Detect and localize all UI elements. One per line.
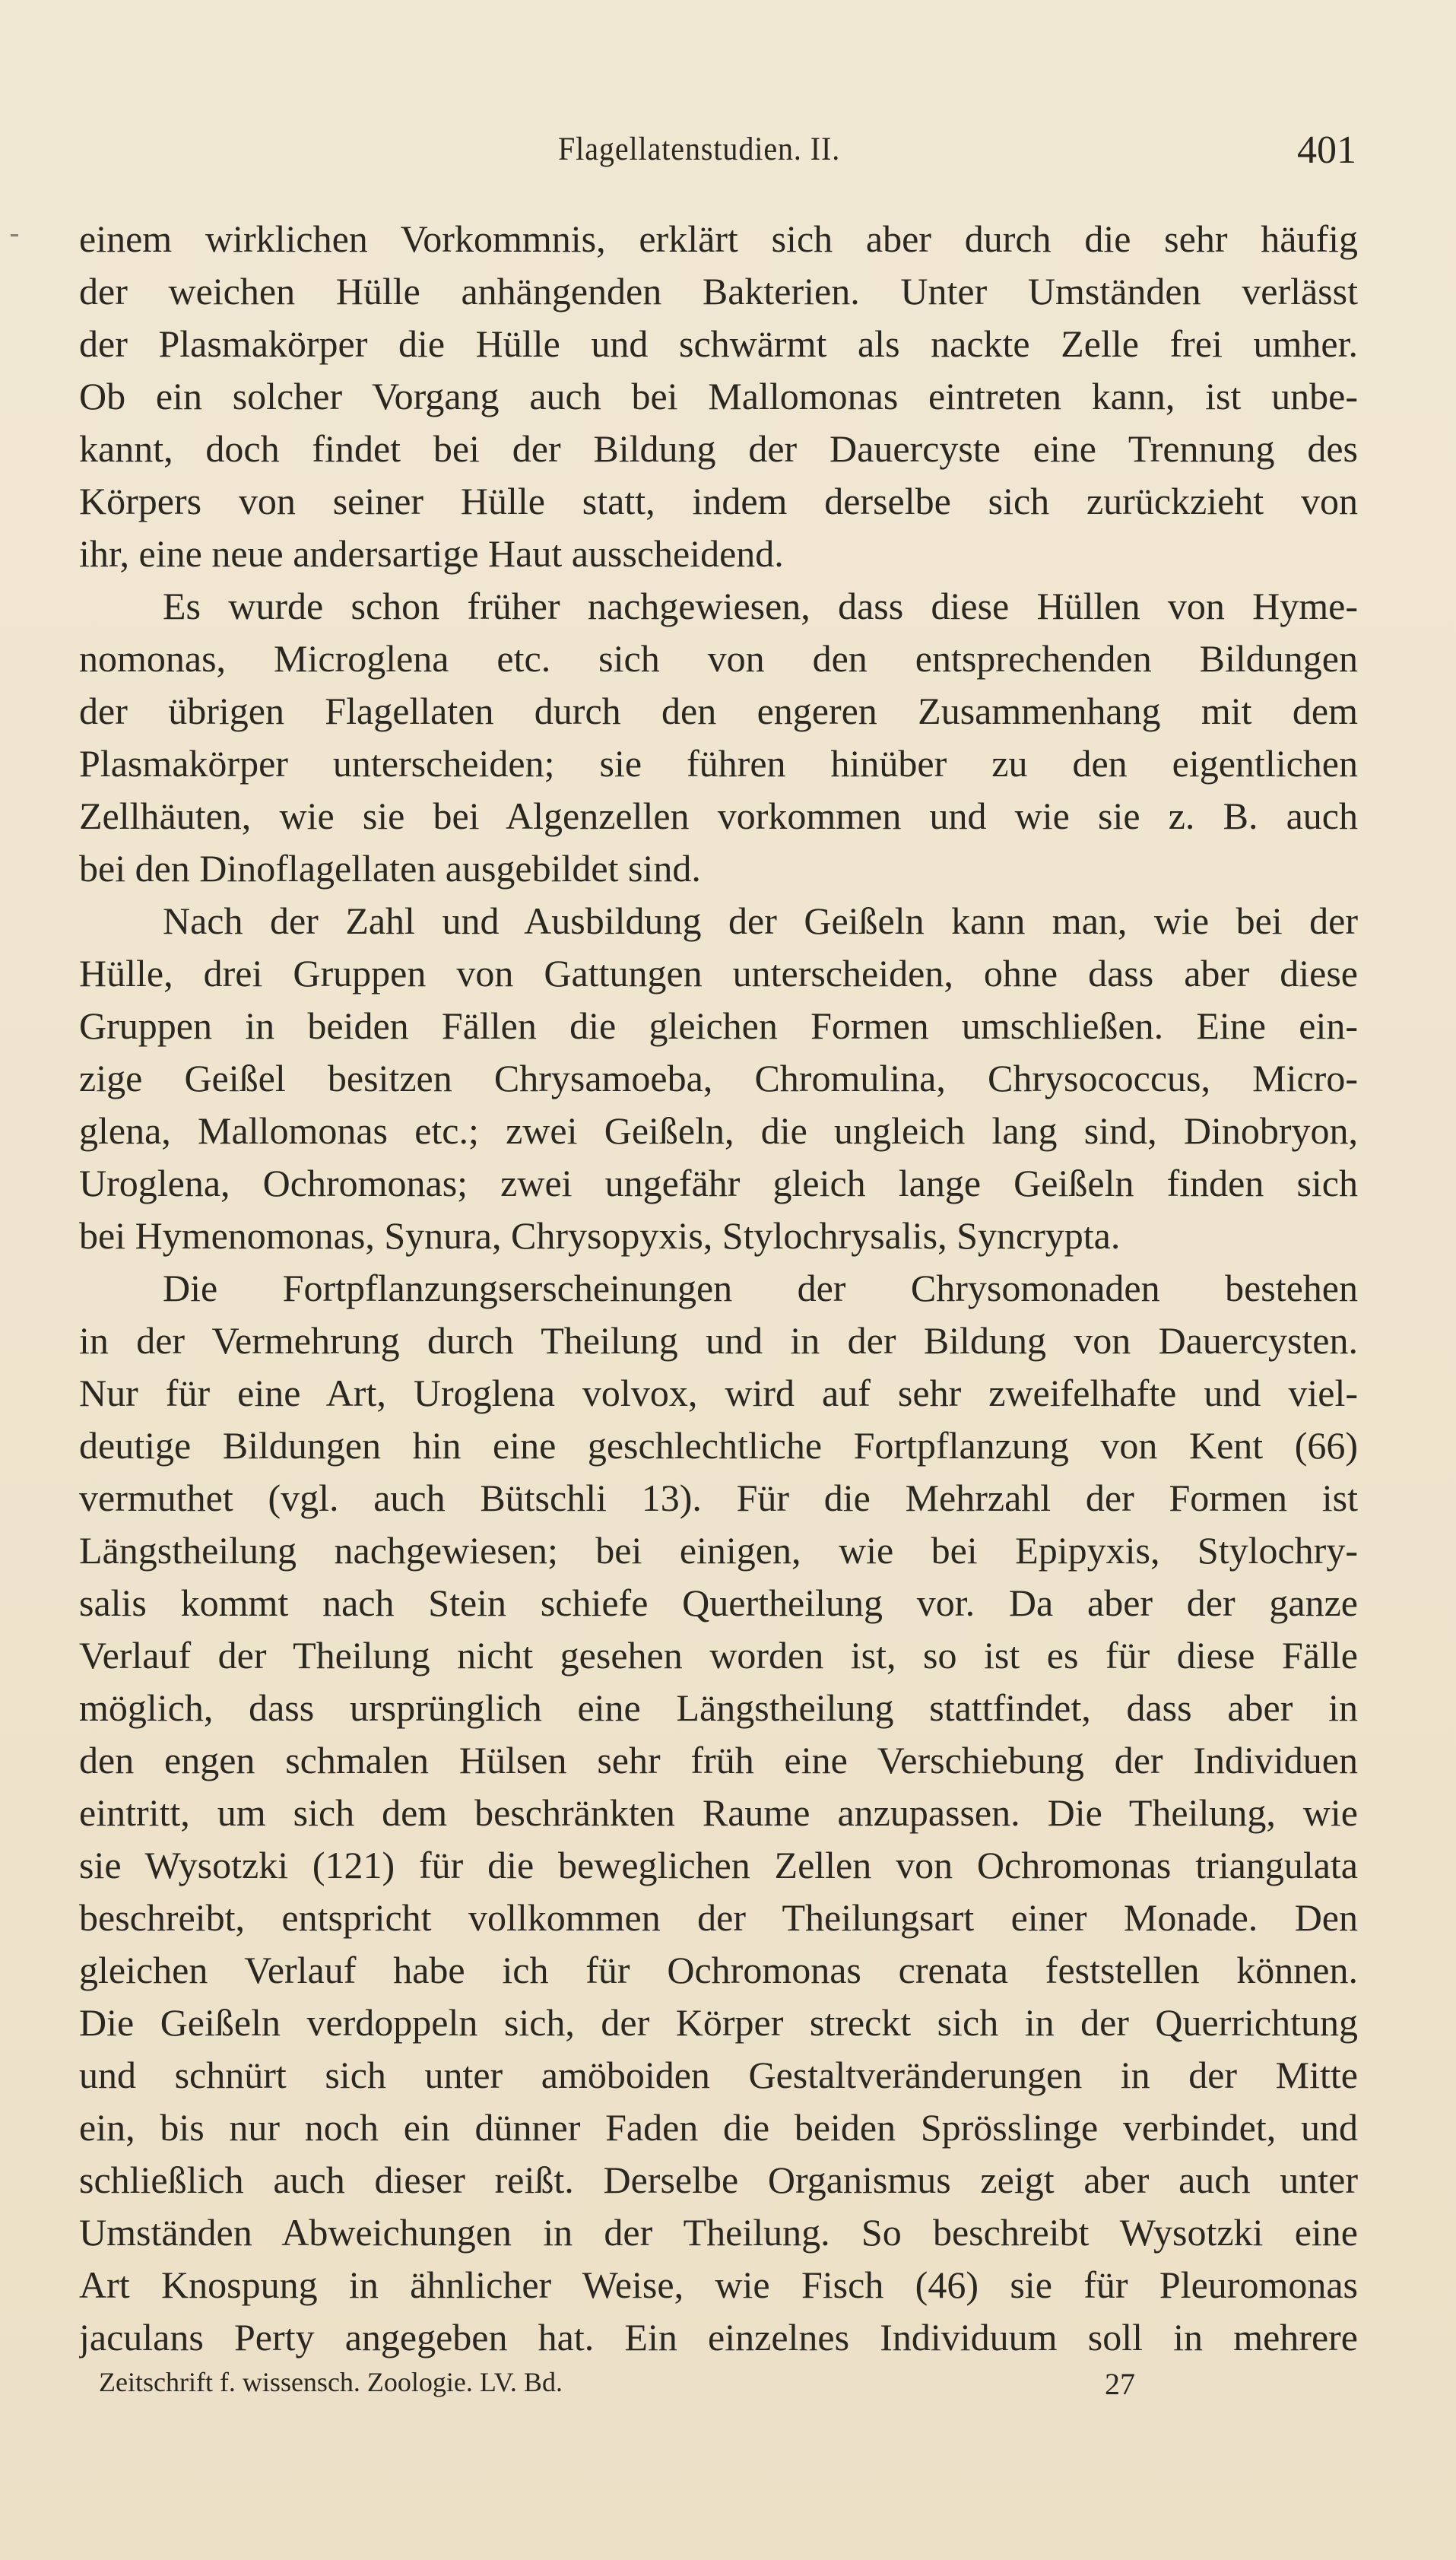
text-line: deutige Bildungen hin eine geschlechtliche Fortpflanzung von Kent (66) [79, 1424, 1358, 1467]
text-line: und schnürt sich unter amöboiden Gestaltveränderungen in der Mitte [79, 2054, 1358, 2096]
text-line: einem wirklichen Vorkommnis, erklärt sich aber durch die sehr häufig [79, 217, 1358, 260]
text-line: ein, bis nur noch ein dünner Faden die beiden Sprösslinge verbindet, und [79, 2106, 1358, 2149]
text-line: eintritt, um sich dem beschränkten Raume anzupassen. Die Theilung, wie [79, 1791, 1358, 1834]
text-line: Nur für eine Art, Uroglena volvox, wird auf sehr zweifelhafte und viel- [79, 1372, 1358, 1414]
text-line: jaculans Perty angegeben hat. Ein einzelnes Individuum soll in mehrere [79, 2316, 1358, 2359]
page-number: 401 [1297, 128, 1356, 172]
paragraph-start-line: Nach der Zahl und Ausbildung der Geißeln kann man, wie bei der [163, 899, 1358, 942]
text-line: bei Hymenomonas, Synura, Chrysopyxis, Stylochrysalis, Syncrypta. [79, 1214, 1121, 1257]
text-line: möglich, dass ursprünglich eine Längstheilung stattfindet, dass aber in [79, 1686, 1358, 1729]
text-line: Gruppen in beiden Fällen die gleichen Formen umschließen. Eine ein- [79, 1004, 1358, 1047]
text-line: Die Geißeln verdoppeln sich, der Körper streckt sich in der Querrichtung [79, 2001, 1358, 2044]
text-line: bei den Dinoflagellaten ausgebildet sind. [79, 847, 701, 890]
text-line: der weichen Hülle anhängenden Bakterien. Unter Umständen verlässt [79, 270, 1358, 312]
text-line: salis kommt nach Stein schiefe Quertheilung vor. Da aber der ganze [79, 1581, 1358, 1624]
text-line: schließlich auch dieser reißt. Derselbe Organismus zeigt aber auch unter [79, 2159, 1358, 2201]
text-line: Verlauf der Theilung nicht gesehen worden ist, so ist es für diese Fälle [79, 1634, 1358, 1677]
paragraph-start-line: Es wurde schon früher nachgewiesen, dass diese Hüllen von Hyme- [163, 585, 1358, 627]
text-line: Umständen Abweichungen in der Theilung. So beschreibt Wysotzki eine [79, 2211, 1358, 2254]
text-line: nomonas, Microglena etc. sich von den entsprechenden Bildungen [79, 637, 1358, 680]
paragraph-start-line: Die Fortpflanzungserscheinungen der Chrysomonaden bestehen [163, 1267, 1358, 1309]
text-line: kannt, doch findet bei der Bildung der Dauercyste eine Trennung des [79, 427, 1358, 470]
text-line: ihr, eine neue andersartige Haut ausscheidend. [79, 532, 784, 575]
signature-mark: 27 [1105, 2367, 1135, 2401]
text-line: in der Vermehrung durch Theilung und in der Bildung von Dauercysten. [79, 1319, 1358, 1362]
text-line: beschreibt, entspricht vollkommen der Theilungsart einer Monade. Den [79, 1896, 1358, 1939]
text-line: Art Knospung in ähnlicher Weise, wie Fisch (46) sie für Pleuromonas [79, 2263, 1358, 2306]
text-line: der übrigen Flagellaten durch den engeren Zusammenhang mit dem [79, 690, 1358, 732]
text-line: gleichen Verlauf habe ich für Ochromonas crenata feststellen können. [79, 1949, 1358, 1991]
text-line: glena, Mallomonas etc.; zwei Geißeln, die ungleich lang sind, Dinobryon, [79, 1109, 1358, 1152]
running-title: Flagellatenstudien. II. [558, 132, 841, 167]
margin-mark [11, 234, 18, 236]
text-line: vermuthet (vgl. auch Bütschli 13). Für die Mehrzahl der Formen ist [79, 1477, 1358, 1519]
text-line: zige Geißel besitzen Chrysamoeba, Chromulina, Chrysococcus, Micro- [79, 1057, 1358, 1099]
page-footer [99, 2366, 1163, 2404]
text-line: Hülle, drei Gruppen von Gattungen unterscheiden, ohne dass aber diese [79, 952, 1358, 994]
text-line: Körpers von seiner Hülle statt, indem derselbe sich zurückzieht von [79, 480, 1358, 522]
running-head [79, 128, 1356, 176]
text-line: sie Wysotzki (121) für die beweglichen Zellen von Ochromonas triangulata [79, 1844, 1358, 1886]
text-line: Ob ein solcher Vorgang auch bei Mallomonas eintreten kann, ist unbe- [79, 375, 1358, 417]
text-line: Längstheilung nachgewiesen; bei einigen, wie bei Epipyxis, Stylochry- [79, 1529, 1358, 1572]
text-line: der Plasmakörper die Hülle und schwärmt als nackte Zelle frei umher. [79, 322, 1358, 365]
text-line: Zellhäuten, wie sie bei Algenzellen vorkommen und wie sie z. B. auch [79, 795, 1358, 837]
text-line: Uroglena, Ochromonas; zwei ungefähr gleich lange Geißeln finden sich [79, 1162, 1358, 1204]
body-text [79, 213, 1358, 2364]
text-line: den engen schmalen Hülsen sehr früh eine Verschiebung der Individuen [79, 1739, 1358, 1781]
text-line: Plasmakörper unterscheiden; sie führen hinüber zu den eigentlichen [79, 742, 1358, 785]
journal-footer: Zeitschrift f. wissensch. Zoologie. LV. Bd. [99, 2367, 563, 2397]
